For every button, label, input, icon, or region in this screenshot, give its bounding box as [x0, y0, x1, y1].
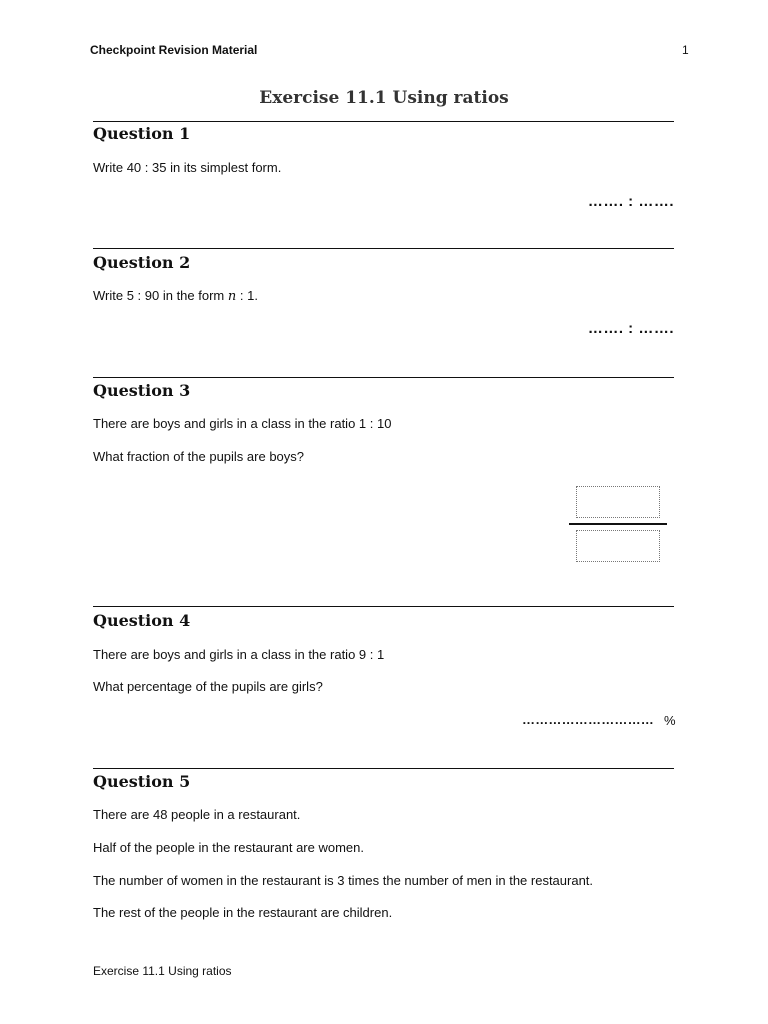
question-5-line-2: Half of the people in the restaurant are women. — [93, 840, 364, 855]
question-1-text: Write 40 : 35 in its simplest form. — [93, 160, 282, 175]
question-2-text — [93, 288, 258, 304]
question-2-text-suffix: : 1. — [239, 288, 258, 303]
question-3-heading: Question 3 — [93, 381, 191, 400]
divider — [93, 606, 674, 607]
question-1-answer-blank: ……. : ……. — [587, 193, 674, 210]
page-title: Exercise 11.1 Using ratios — [259, 88, 509, 108]
question-2-heading: Question 2 — [93, 253, 191, 272]
fraction-bar — [569, 523, 667, 525]
question-4-heading: Question 4 — [93, 611, 191, 630]
variable-n: n — [227, 289, 237, 304]
divider — [93, 768, 674, 769]
divider — [93, 248, 674, 249]
question-3-text: There are boys and girls in a class in the ratio 1 : 10 — [93, 416, 392, 431]
denominator-answer-box[interactable] — [576, 530, 660, 562]
question-5-line-1: There are 48 people in a restaurant. — [93, 807, 301, 822]
question-4-prompt: What percentage of the pupils are girls? — [93, 679, 323, 694]
question-5-line-4: The rest of the people in the restaurant are children. — [93, 905, 393, 920]
question-2-answer-blank: ……. : ……. — [587, 320, 674, 337]
question-5-heading: Question 5 — [93, 772, 191, 791]
percent-sign: % — [664, 713, 676, 728]
question-5-line-3: The number of women in the restaurant is 3 times the number of men in the restaurant. — [93, 873, 594, 888]
divider — [93, 377, 674, 378]
numerator-answer-box[interactable] — [576, 486, 660, 518]
question-3-prompt: What fraction of the pupils are boys? — [93, 449, 305, 464]
page-number: 1 — [682, 43, 689, 57]
running-header: Checkpoint Revision Material — [90, 43, 258, 57]
question-2-text-prefix: Write 5 : 90 in the form — [93, 288, 225, 303]
question-4-answer-blank: ………………………… — [522, 712, 654, 727]
divider — [93, 121, 674, 122]
question-4-text: There are boys and girls in a class in the ratio 9 : 1 — [93, 647, 385, 662]
question-1-heading: Question 1 — [93, 124, 191, 143]
page-footer: Exercise 11.1 Using ratios — [93, 964, 232, 978]
